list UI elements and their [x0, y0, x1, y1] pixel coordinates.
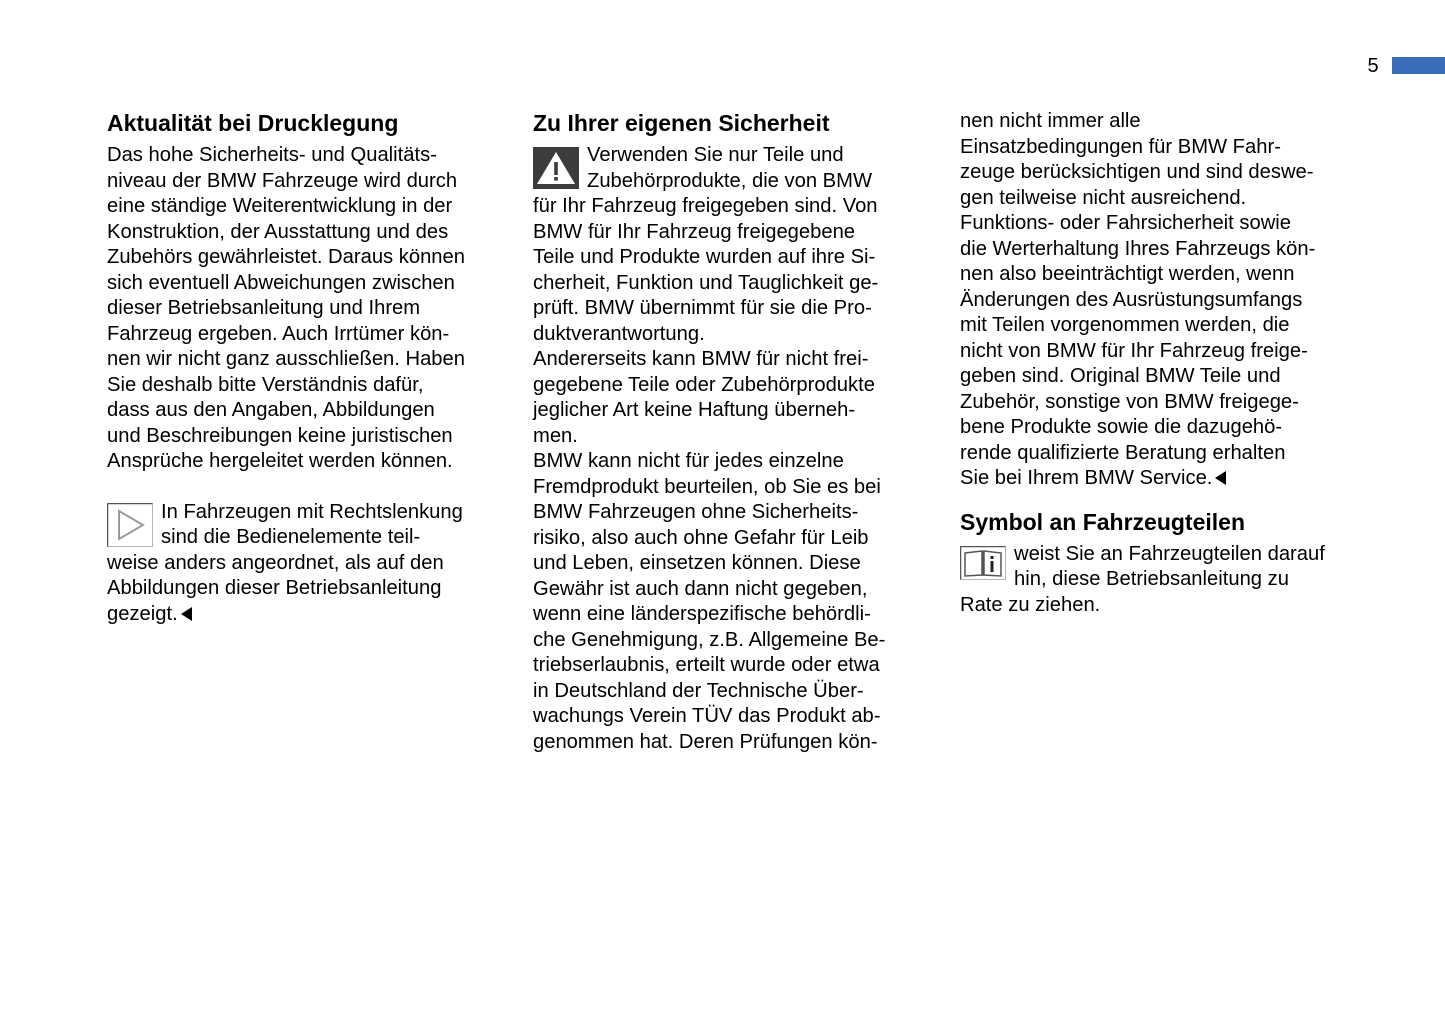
- text-line: Zubehörprodukte, die von BMW: [587, 169, 873, 192]
- text-line: Ansprüche hergeleitet werden können.: [107, 450, 453, 472]
- text-line: und Leben, einsetzen können. Diese: [533, 552, 861, 574]
- text-line: triebserlaubnis, erteilt wurde oder etwa: [533, 654, 880, 676]
- text-line: in Deutschland der Technische Über-: [533, 679, 864, 702]
- warning-triangle-icon: [533, 147, 579, 189]
- text-line: nicht von BMW für Ihr Fahrzeug freige-: [960, 339, 1308, 362]
- text-line: gen teilweise nicht ausreichend.: [960, 186, 1247, 209]
- page-tab: [1392, 57, 1445, 74]
- text-line: wenn eine länderspezifische behördli-: [533, 603, 871, 625]
- column-3: [960, 109, 1380, 618]
- text-line: risiko, also auch ohne Gefahr für Leib: [533, 526, 869, 549]
- column-1: [107, 108, 522, 627]
- text-line: Zubehörs gewährleistet. Daraus können: [107, 246, 465, 268]
- text-line: mit Teilen vorgenommen werden, die: [960, 314, 1290, 336]
- paragraph-aktualitaet: [107, 143, 522, 475]
- heading-symbol: Symbol an Fahrzeugteilen: [960, 508, 1245, 535]
- text-line: niveau der BMW Fahrzeuge wird durch: [107, 169, 458, 192]
- text-line: BMW Fahrzeugen ohne Sicherheits-: [533, 501, 859, 523]
- end-mark-icon: [181, 607, 192, 621]
- text-line: Teile und Produkte wurden auf ihre Si-: [533, 246, 876, 268]
- text-line: und Beschreibungen keine juristischen: [107, 424, 453, 447]
- heading-aktualitaet: Aktualität bei Drucklegung: [107, 110, 399, 136]
- text-line: dieser Betriebsanleitung und Ihrem: [107, 297, 421, 319]
- manual-book-icon: [960, 546, 1006, 580]
- text-line: sind die Bedienelemente teil-: [161, 526, 421, 548]
- page-number: 5: [1367, 55, 1379, 77]
- column-2: [533, 108, 948, 755]
- note-rechtslenkung: [107, 500, 522, 628]
- text-line: BMW für Ihr Fahrzeug freigegebene: [533, 220, 856, 243]
- text-line: gezeigt.: [107, 602, 178, 625]
- text-line: die Werterhaltung Ihres Fahrzeugs kön-: [960, 237, 1316, 260]
- text-line: weise anders angeordnet, als auf den: [107, 551, 444, 574]
- text-line: Andererseits kann BMW für nicht frei-: [533, 348, 869, 370]
- text-line: prüft. BMW übernimmt für sie die Pro-: [533, 297, 872, 319]
- text-line: Sie deshalb bitte Verständnis dafür,: [107, 373, 424, 396]
- text-line: Funktions- oder Fahrsicherheit sowie: [960, 212, 1291, 234]
- text-line: cherheit, Funktion und Tauglichkeit ge-: [533, 271, 879, 294]
- text-line: bene Produkte sowie die dazugehö-: [960, 416, 1283, 438]
- text-line: nen also beeinträchtigt werden, wenn: [960, 263, 1295, 285]
- text-line: gegebene Teile oder Zubehörprodukte: [533, 373, 875, 396]
- text-line: BMW kann nicht für jedes einzelne: [533, 450, 844, 472]
- text-line: men.: [533, 424, 578, 447]
- text-line-last: [107, 602, 522, 628]
- warning-block: [533, 143, 948, 755]
- text-line: Rate zu ziehen.: [960, 593, 1101, 616]
- text-line: weist Sie an Fahrzeugteilen darauf: [1014, 542, 1325, 565]
- text-line: zeuge berücksichtigen und sind deswe-: [960, 161, 1314, 183]
- text-line: In Fahrzeugen mit Rechtslenkung: [161, 500, 463, 523]
- text-line: Fahrzeug ergeben. Auch Irrtümer kön-: [107, 322, 450, 345]
- text-line: nen wir nicht ganz ausschließen. Haben: [107, 348, 465, 370]
- text-line: Fremdprodukt beurteilen, ob Sie es bei: [533, 475, 881, 498]
- paragraph-continuation: [960, 109, 1380, 492]
- text-line: genommen hat. Deren Prüfungen kön-: [533, 730, 878, 753]
- end-mark-icon: [1215, 471, 1226, 485]
- text-line: für Ihr Fahrzeug freigegeben sind. Von: [533, 195, 878, 217]
- text-line: nen nicht immer alle: [960, 110, 1141, 132]
- note-arrow-icon: [107, 503, 153, 547]
- text-line: geben sind. Original BMW Teile und: [960, 365, 1281, 387]
- text-line: dass aus den Angaben, Abbildungen: [107, 399, 435, 421]
- text-line: Verwenden Sie nur Teile und: [587, 144, 844, 166]
- text-line: Das hohe Sicherheits- und Qualitäts-: [107, 144, 437, 166]
- text-line-last: [960, 466, 1380, 492]
- text-line: che Genehmigung, z.B. Allgemeine Be-: [533, 628, 886, 651]
- text-line: wachungs Verein TÜV das Produkt ab-: [533, 705, 881, 727]
- text-line: hin, diese Betriebsanleitung zu: [1014, 568, 1289, 590]
- symbol-block: [960, 542, 1380, 619]
- heading-sicherheit: Zu Ihrer eigenen Sicherheit: [533, 110, 830, 136]
- text-line: Abbildungen dieser Betriebsanleitung: [107, 577, 442, 599]
- text-line: Einsatzbedingungen für BMW Fahr-: [960, 135, 1281, 158]
- text-line: jeglicher Art keine Haftung überneh-: [533, 399, 856, 421]
- text-line: Konstruktion, der Ausstattung und des: [107, 220, 449, 243]
- text-line: duktverantwortung.: [533, 322, 705, 345]
- text-line: eine ständige Weiterentwicklung in der: [107, 195, 453, 217]
- text-line: Gewähr ist auch dann nicht gegeben,: [533, 577, 868, 600]
- text-line: Änderungen des Ausrüstungsumfangs: [960, 288, 1303, 311]
- text-line: sich eventuell Abweichungen zwischen: [107, 271, 455, 294]
- text-line: Zubehör, sonstige von BMW freigege-: [960, 390, 1299, 413]
- text-line: rende qualifizierte Beratung erhalten: [960, 441, 1286, 464]
- text-line: Sie bei Ihrem BMW Service.: [960, 467, 1213, 489]
